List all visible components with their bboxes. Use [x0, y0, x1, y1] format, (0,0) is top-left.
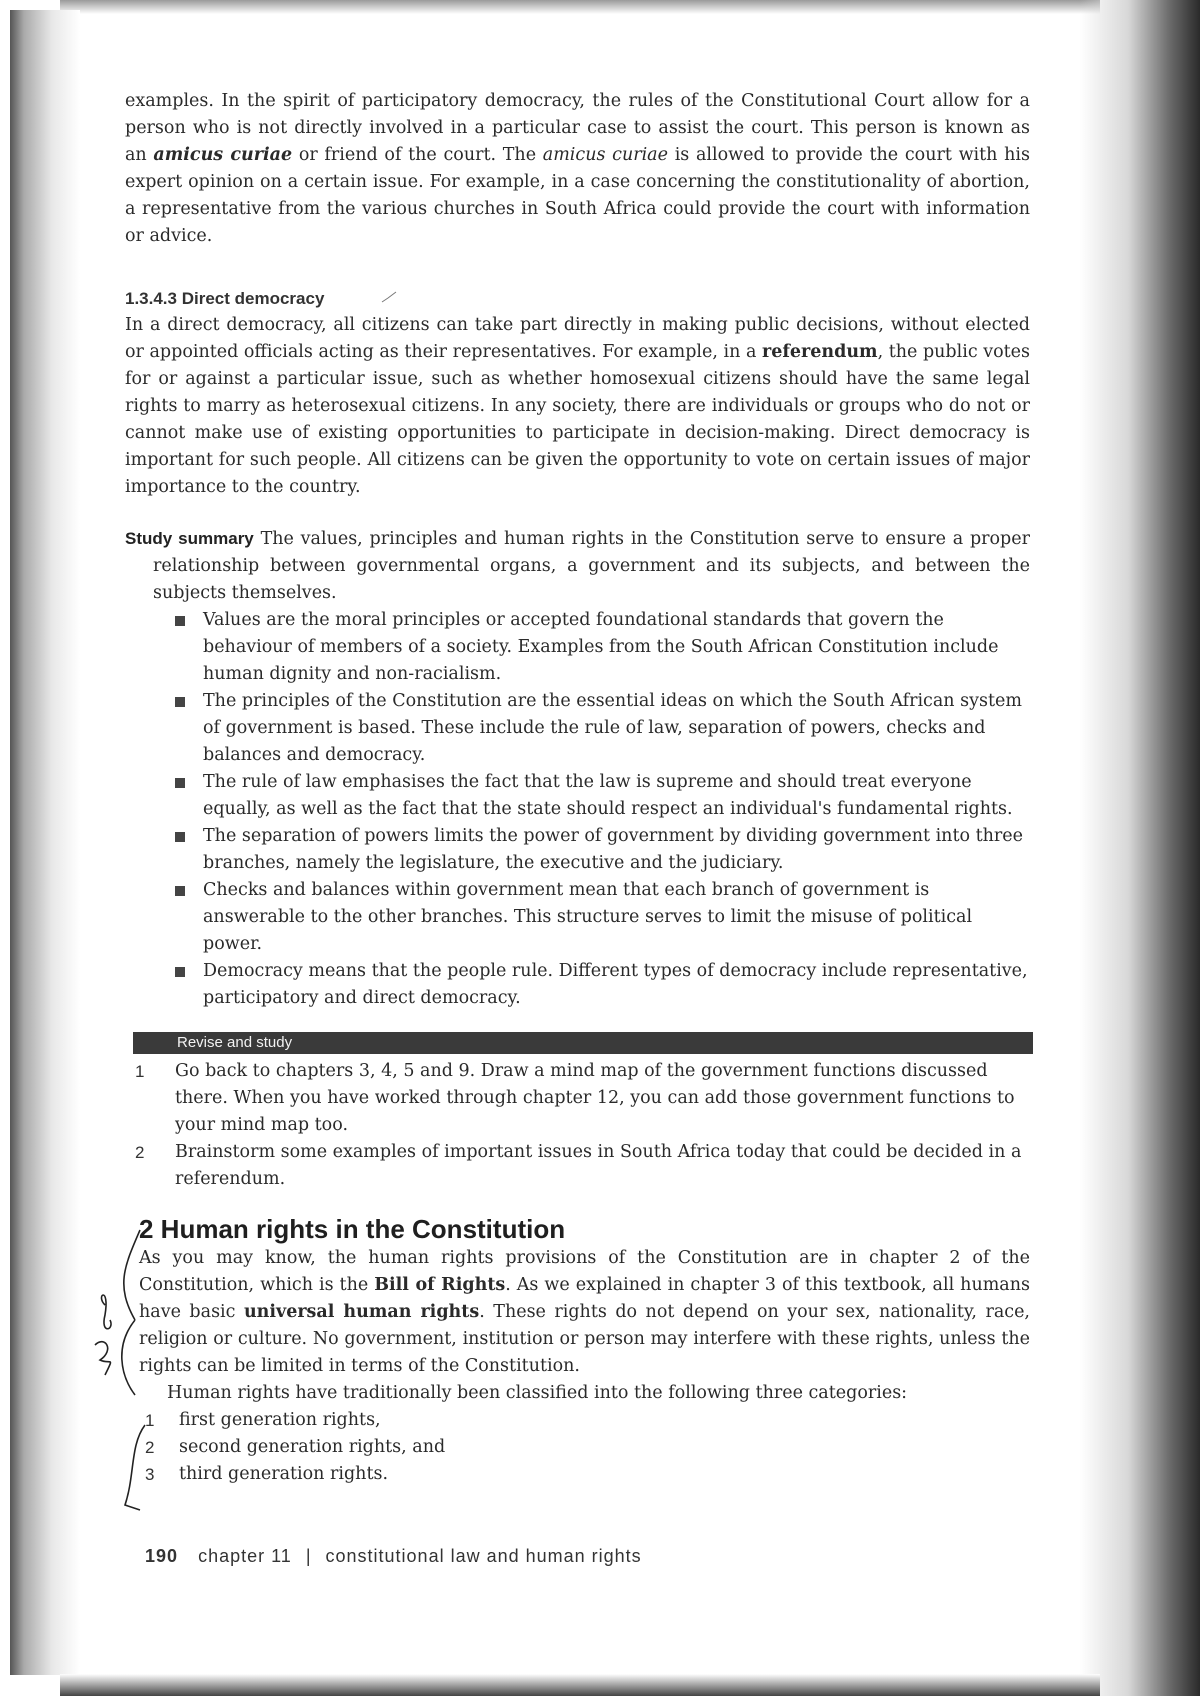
direct-democracy-heading: 1.3.4.3 Direct democracy	[125, 289, 325, 308]
list-item	[173, 769, 1030, 823]
list-item	[139, 1434, 1030, 1461]
item-text: third generation rights.	[179, 1464, 389, 1484]
item-number: 2	[135, 1143, 145, 1162]
revise-list	[125, 1058, 1030, 1193]
item-number: 3	[145, 1465, 155, 1484]
bullet-text: Checks and balances within government mean that each branch of government is answerable to the other branches. This structure serves to limit the misuse of political power.	[203, 880, 973, 954]
hr-text-2: . As we explained in chapter 3 of this textbook, all humans have basic	[139, 1275, 1030, 1322]
item-text: Go back to chapters 3, 4, 5 and 9. Draw a mind map of the government functions discussed there. When you have worked through chapter 12, you can add those government functions to your mind map too.	[175, 1061, 1015, 1135]
summary-bullet-list	[125, 607, 1030, 1012]
item-number: 1	[145, 1411, 155, 1430]
item-text: Brainstorm some examples of important issues in South Africa today that could be decided in a referendum.	[175, 1142, 1022, 1189]
bullet-text: Values are the moral principles or accepted foundational standards that govern the behaviour of members of a society. Examples from the South African Constitution include human dignity and non-racialism.	[203, 610, 999, 684]
item-number: 1	[135, 1062, 145, 1081]
page-number: 190	[145, 1546, 179, 1566]
bullet-text: The separation of powers limits the power of government by dividing government into three branches, namely the legislature, the executive and the judiciary.	[203, 826, 1023, 873]
square-bullet-icon	[175, 832, 185, 842]
study-summary-label: Study summary	[125, 529, 254, 548]
item-number: 2	[145, 1438, 155, 1457]
hr-text-3: . These rights do not depend on your sex, nationality, race, religion or culture. No government, institution or person may interfere with these rights, unless the rights can be limited in terms of the Constitution.	[139, 1302, 1030, 1376]
square-bullet-icon	[175, 697, 185, 707]
intro-paragraph	[125, 88, 1030, 250]
list-item	[173, 607, 1030, 688]
hr-text-1: As you may know, the human rights provisions of the Constitution are in chapter 2 of the Constitution, which is the	[139, 1248, 1030, 1295]
list-item	[173, 688, 1030, 769]
study-summary-text: The values, principles and human rights in the Constitution serve to ensure a proper relationship between governmental organs, a government and its subjects, and between the subjects themselves.	[153, 529, 1030, 603]
page-top-shadow	[60, 0, 1100, 14]
intro-text-2: or friend of the court. The	[292, 145, 543, 165]
page-footer	[145, 1546, 642, 1567]
square-bullet-icon	[175, 886, 185, 896]
intro-text-3: is allowed to provide the court with his expert opinion on a certain issue. For example, in a case concerning the constitutionality of abortion, a representative from the various churches in South Africa could provide the court with information or advice.	[125, 145, 1030, 246]
amicus-curiae-term-2: amicus curiae	[542, 145, 668, 165]
list-item	[139, 1407, 1030, 1434]
footer-title: constitutional law and human rights	[325, 1546, 642, 1566]
footer-separator: |	[305, 1546, 312, 1566]
item-text: first generation rights,	[179, 1410, 381, 1430]
book-edge-shadow	[1080, 0, 1200, 1696]
bullet-text: The principles of the Constitution are the essential ideas on which the South African system of government is based. These include the rule of law, separation of powers, checks and balances and democracy.	[203, 691, 1022, 765]
list-item	[139, 1461, 1030, 1488]
page-content	[125, 88, 1030, 1488]
amicus-curiae-term: amicus curiae	[153, 145, 293, 165]
list-item	[173, 877, 1030, 958]
page-bottom-shadow	[60, 1674, 1100, 1696]
human-rights-paragraph-1	[125, 1245, 1030, 1380]
list-item	[125, 1058, 1030, 1139]
footer-chapter: chapter 11	[198, 1546, 292, 1566]
human-rights-heading: 2 Human rights in the Constitution	[139, 1214, 566, 1244]
referendum-term: referendum	[761, 342, 878, 362]
universal-human-rights-term: universal human rights	[243, 1302, 480, 1322]
bullet-text: Democracy means that the people rule. Different types of democracy include representative, participatory and direct democracy.	[203, 961, 1028, 1008]
direct-democracy-paragraph	[125, 312, 1030, 501]
square-bullet-icon	[175, 778, 185, 788]
rights-generations-list	[125, 1407, 1030, 1488]
intro-text-1: examples. In the spirit of participatory democracy, the rules of the Constitutional Court allow for a person who is not directly involved in a particular case to assist the court. This person is known as an	[125, 91, 1030, 165]
bill-of-rights-term: Bill of Rights	[374, 1275, 506, 1295]
square-bullet-icon	[175, 967, 185, 977]
human-rights-paragraph-2: Human rights have traditionally been classified into the following three categories:	[167, 1383, 908, 1403]
book-gutter-shadow	[10, 10, 80, 1675]
revise-and-study-banner: Revise and study	[133, 1032, 1033, 1054]
bullet-text: The rule of law emphasises the fact that the law is supreme and should treat everyone equally, as well as the fact that the state should respect an individual's fundamental rights.	[203, 772, 1013, 819]
list-item	[173, 958, 1030, 1012]
item-text: second generation rights, and	[179, 1437, 446, 1457]
direct-democracy-text-1: In a direct democracy, all citizens can take part directly in making public decisions, without elected or appointed officials acting as their representatives. For example, in a	[125, 315, 1030, 362]
list-item	[125, 1139, 1030, 1193]
list-item	[173, 823, 1030, 877]
study-summary-paragraph	[125, 525, 1030, 607]
square-bullet-icon	[175, 616, 185, 626]
direct-democracy-text-2: , the public votes for or against a particular issue, such as whether homosexual citizens should have the same legal rights to marry as heterosexual citizens. In any society, there are individuals or groups who do not or cannot make use of existing opportunities to participate in decision-making. Direct democracy is important for such people. All citizens can be given the opportunity to vote on certain issues of major importance to the country.	[125, 342, 1030, 497]
